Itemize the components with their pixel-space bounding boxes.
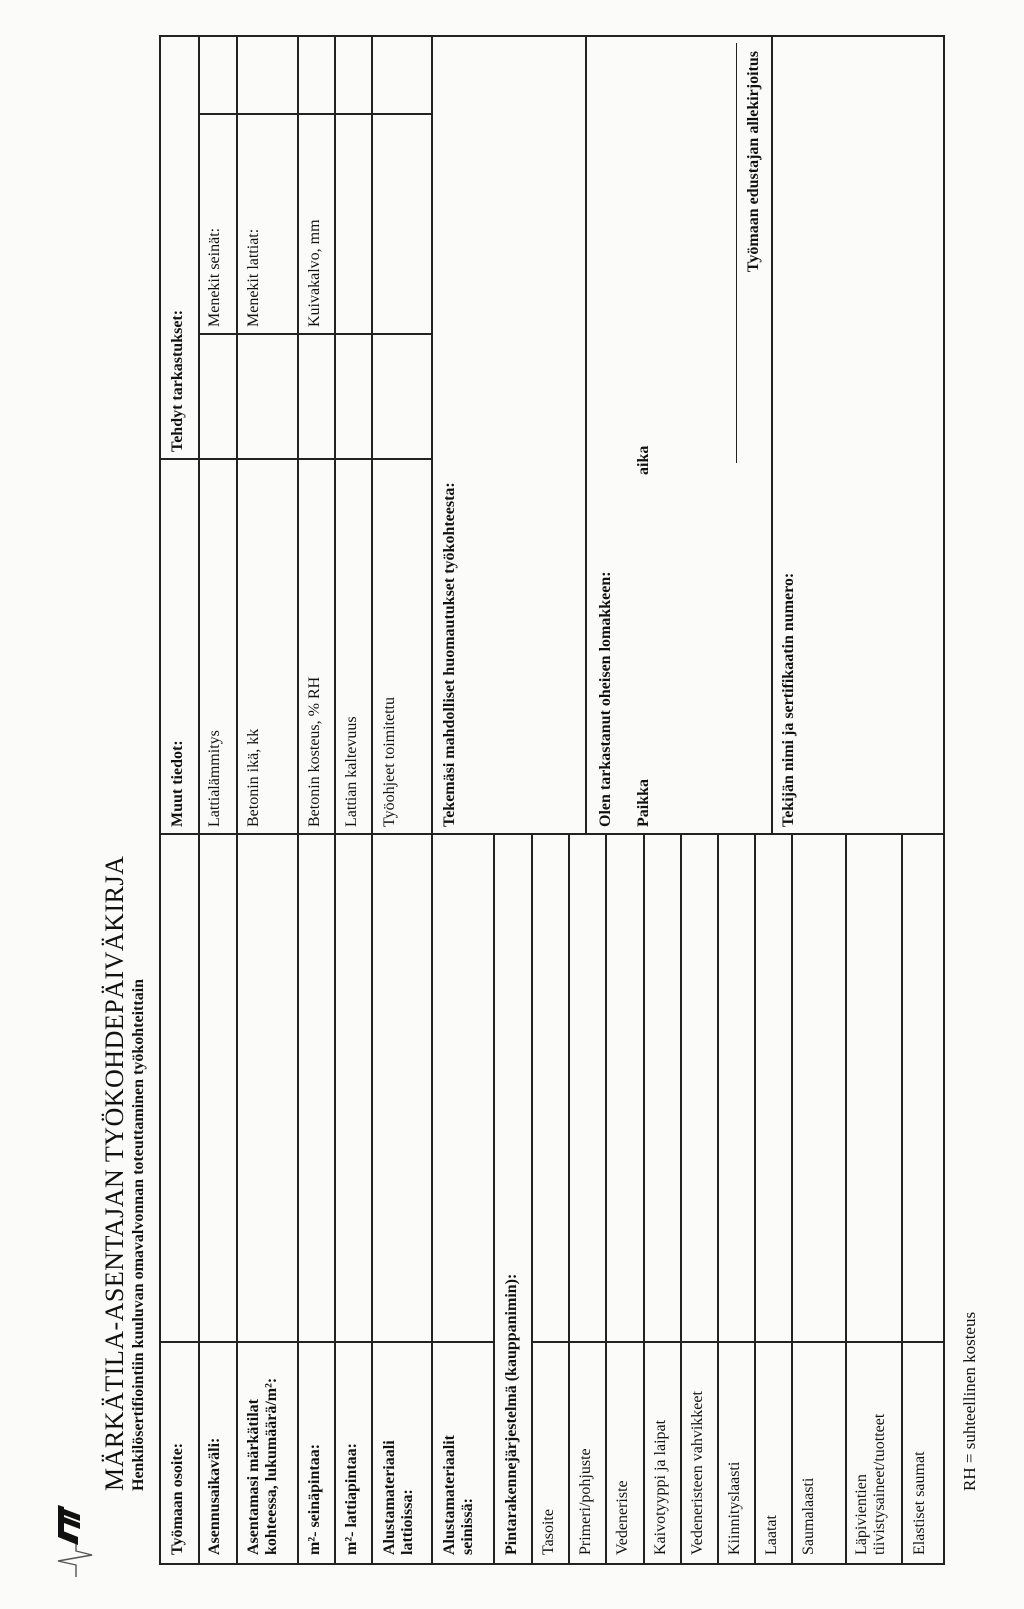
other-info-label: Muut tiedot:	[169, 740, 186, 827]
floor-heating-label: Lattialämmitys	[206, 730, 223, 827]
wet-rooms-label	[241, 1343, 285, 1563]
item-elastiset-saumat: Elastiset saumat	[911, 1451, 928, 1555]
worksite-address-label: Työmaan osoite:	[169, 1442, 186, 1555]
item-vedeneriste: Vedeneriste	[614, 1480, 631, 1555]
maker-name-cert-label: Tekijän nimi ja sertifikaatin numero:	[780, 572, 797, 827]
item-kaivotyyppi: Kaivotyyppi ja laipat	[652, 1419, 669, 1555]
vtt-logo	[18, 1501, 118, 1581]
floor-substrate-line2: lattioissa:	[399, 1489, 416, 1555]
site-rep-signature-label: Työmaan edustajan allekirjoitus	[745, 51, 762, 273]
surface-system-label: Pintarakennejärjestelmä (kauppanimin):	[503, 1273, 520, 1555]
install-period-label: Asennusaikaväli:	[206, 1437, 223, 1555]
wall-substrate-label	[437, 1343, 481, 1563]
item-tasoite: Tasoite	[540, 1509, 557, 1555]
item-kiinnityslaasti: Kiinnityslaasti	[726, 1461, 743, 1555]
item-saumalaasti: Saumalaasti	[800, 1477, 817, 1555]
form-subtitle: Henkilösertifiointiin kuuluvan omavalvonnan toteuttaminen työkohteittain	[130, 978, 147, 1491]
checked-form-label: Olen tarkastanut oheisen lomakkeen:	[597, 571, 614, 827]
wall-usage-label: Menekit seinät:	[206, 227, 223, 327]
item-vahvikkeet: Vedeneristeen vahvikkeet	[689, 1391, 706, 1555]
instructions-delivered-label: Työohjeet toimitettu	[381, 697, 398, 827]
floor-slope-label: Lattian kaltevuus	[343, 716, 360, 827]
floor-substrate-line1: Alustamateriaali	[381, 1440, 398, 1555]
time-label: aika	[635, 445, 652, 475]
rh-footnote: RH = suhteellinen kosteus	[960, 1311, 979, 1491]
form-table	[159, 35, 945, 1565]
wall-substrate-line1: Alustamateriaalit	[441, 1435, 458, 1555]
item-laatat: Laatat	[763, 1515, 780, 1555]
floor-area-label: m²- lattiapintaa:	[343, 1443, 360, 1555]
floor-substrate-label	[377, 1343, 421, 1563]
place-label: Paikka	[635, 778, 652, 827]
wet-rooms-label-line1: Asentamasi märkätilat	[245, 1399, 262, 1555]
remarks-label: Tekemäsi mahdolliset huomautukset työkohteesta:	[441, 482, 458, 827]
floor-usage-label: Menekit lattiat:	[245, 228, 262, 327]
item-primeri: Primeri/pohjuste	[577, 1448, 594, 1555]
concrete-age-label: Betonin ikä, kk	[245, 728, 262, 827]
checks-done-label: Tehdyt tarkastukset:	[169, 309, 186, 452]
wall-substrate-line2: seinissä:	[459, 1498, 476, 1555]
dry-film-label: Kuivakalvo, mm	[306, 219, 323, 327]
wall-area-label: m²- seinäpintaa:	[306, 1443, 323, 1555]
item-lapiviennit-line2: tiivistysaineet/tuotteet	[871, 1413, 888, 1555]
concrete-moisture-label: Betonin kosteus, % RH	[306, 676, 323, 827]
item-lapiviennit	[849, 1343, 893, 1563]
form-title: MÄRKÄTILA-ASENTAJAN TYÖKOHDEPÄIVÄKIRJA	[100, 855, 129, 1491]
wet-rooms-label-line2: kohteessa, lukumäärä/m²:	[263, 1377, 280, 1555]
item-lapiviennit-line1: Läpivientien	[853, 1474, 870, 1555]
